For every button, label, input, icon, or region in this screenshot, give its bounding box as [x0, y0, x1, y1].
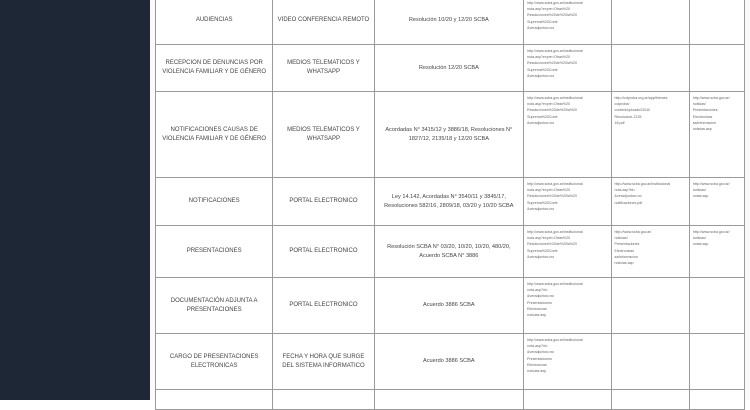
link-text[interactable]: http://www.scba.gov.ar/institucional nota.asp?expre=Otras%20 Resoluciones%20de%20la%20 Suprema%20Corte &veradjuntos=no: [527, 230, 583, 259]
tramite-text: CARGO DE PRESENTACIONES ELECTRONICAS: [169, 353, 259, 369]
tramite-cell: [156, 226, 273, 278]
medio-text: PORTAL ELECTRONICO: [289, 198, 358, 204]
link-cell: [524, 226, 611, 278]
table-row: [156, 334, 745, 390]
link-cell: [611, 45, 689, 92]
tramite-cell: [156, 45, 273, 92]
medio-cell: [273, 92, 374, 178]
link-cell: [524, 0, 611, 45]
link-cell: [689, 178, 744, 226]
link-cell: [611, 334, 689, 390]
tramite-text: RECEPCION DE DENUNCIAS POR VIOLENCIA FAMILIAR Y DE GÉNERO: [162, 60, 267, 75]
link-cell: [689, 226, 744, 278]
link-text[interactable]: http://www.scba.gov.ar/institucional nota.asp?id= &veradjuntos=no Presentaciones Electronicas noticias.asp: [527, 338, 583, 374]
normativa-text: Acordadas N° 3415/12 y 3886/18, Resoluciones N° 1827/12, 2135/18 y 12/20 SCBA: [385, 126, 513, 142]
link-cell: [611, 226, 689, 278]
table-row: [156, 278, 745, 334]
tramite-cell: [156, 92, 273, 178]
link-cell: [524, 178, 611, 226]
normativa-cell: [374, 178, 524, 226]
tramite-cell: [156, 278, 273, 334]
link-cell: [611, 278, 689, 334]
left-dark-panel: [0, 0, 150, 400]
normativa-text: Resolución 10/20 y 12/20 SCBA: [408, 17, 489, 23]
normativa-cell: [374, 92, 524, 178]
link-text[interactable]: http://www.scba.gov.ar/institucional nota.asp?expre=Otras%20 Resoluciones%20de%20la%20 Suprema%20Corte &veradjuntos=no: [527, 1, 583, 30]
table-row: [156, 178, 745, 226]
link-cell: [611, 178, 689, 226]
medio-text: PORTAL ELECTRONICO: [289, 302, 358, 308]
normativa-text: Resolución 12/20 SCBA: [418, 64, 479, 71]
medio-text: VIDEO CONFERENCIA REMOTO: [277, 17, 370, 23]
procedures-table: [155, 0, 745, 410]
link-text[interactable]: http://www.scba.gov.ar/institucional nota.asp?id= &veradjuntos=no notificaciones.pdf: [614, 182, 671, 205]
link-text[interactable]: http://www.scba.gov.ar/ noticias/ Presentaciones Electronicas sa/informacion noticias.asp: [614, 230, 652, 266]
table-row: [156, 0, 745, 45]
link-cell: [524, 92, 611, 178]
normativa-cell: [374, 45, 524, 92]
medio-cell: [273, 45, 374, 92]
medio-cell: [273, 278, 374, 334]
normativa-text: Acuerdo 3886 SCBA: [423, 302, 475, 308]
link-cell: [611, 0, 689, 45]
tramite-text: NOTIFICACIONES: [188, 198, 240, 204]
link-text[interactable]: http://www.scba.gov.ar/ noticias/ notas.asp: [692, 182, 730, 199]
tramite-text: PRESENTACIONES: [186, 248, 242, 254]
medio-text: MEDIOS TELEMATICOS Y WHATSAPP: [287, 60, 360, 75]
link-text[interactable]: http://www.scba.gov.ar/ noticias/ Presentaciones Electronicas sa/informacion noticias.asp: [692, 96, 730, 132]
normativa-cell: [374, 278, 524, 334]
normativa-text: Ley 14.142, Acordadas N° 3540/11 y 3845/17, Resoluciones 582/16, 2809/18, 03/20 y 10/20 SCBA: [384, 193, 514, 209]
link-text[interactable]: http://www.scba.gov.ar/ noticias/ notas.asp: [692, 230, 730, 247]
medio-cell: [273, 0, 374, 45]
tramite-text: AUDIENCIAS: [195, 17, 233, 23]
link-cell: [689, 92, 744, 178]
link-cell: [689, 334, 744, 390]
link-cell: [524, 278, 611, 334]
tramite-cell: [156, 0, 273, 45]
link-text[interactable]: http://colproba.org.ar/app/themes colproba/ content/uploads/2018/ Resolucion-2135 18.pdf: [614, 96, 668, 125]
link-text[interactable]: http://www.scba.gov.ar/institucional nota.asp?expre=Otras%20 Resoluciones%20de%20la%20 Suprema%20Corte &veradjuntos=no: [527, 96, 583, 125]
normativa-cell: [374, 334, 524, 390]
tramite-cell: [156, 178, 273, 226]
tramite-text: NOTIFICACIONES CAUSAS DE VIOLENCIA FAMILIAR Y DE GÉNERO: [162, 126, 267, 142]
link-text[interactable]: http://www.scba.gov.ar/institucional nota.asp?id= &veradjuntos=no Presentaciones Electronicas noticias.asp: [527, 282, 583, 318]
medio-cell: [273, 334, 374, 390]
link-cell: [689, 0, 744, 45]
link-cell: [689, 278, 744, 334]
link-text[interactable]: http://www.scba.gov.ar/institucional nota.asp?expre=Otras%20 Resoluciones%20de%20la%20 Suprema%20Corte &veradjuntos=no: [527, 49, 583, 78]
link-cell: [524, 334, 611, 390]
normativa-cell: [374, 0, 524, 45]
link-text[interactable]: http://www.scba.gov.ar/institucional nota.asp?expre=Otras%20 Resoluciones%20de%20la%20 Suprema%20Corte &veradjuntos=no: [527, 182, 583, 211]
table-body: [156, 0, 745, 410]
normativa-text: Resolución SCBA N° 03/20, 10/20, 10/20, 480/20, Acuerdo SCBA N° 3886: [387, 243, 511, 259]
tramite-text: DOCUMENTACIÓN ADJUNTA A PRESENTACIONES: [170, 297, 258, 313]
link-cell: [611, 92, 689, 178]
table-row: [156, 45, 745, 92]
table-row: [156, 226, 745, 278]
medio-text: FECHA Y HORA QUE SURGE DEL SISTEMA INFORMATICO: [282, 353, 365, 369]
link-cell: [689, 45, 744, 92]
tramite-cell: [156, 334, 273, 390]
link-cell: [524, 45, 611, 92]
medio-text: MEDIOS TELEMATICOS Y WHATSAPP: [287, 126, 360, 142]
normativa-cell: [374, 226, 524, 278]
medio-text: PORTAL ELECTRONICO: [289, 248, 358, 254]
medio-cell: [273, 178, 374, 226]
table-row: [156, 92, 745, 178]
medio-cell: [273, 226, 374, 278]
normativa-text: Acuerdo 3886 SCBA: [423, 358, 475, 364]
document-page: [150, 0, 750, 400]
